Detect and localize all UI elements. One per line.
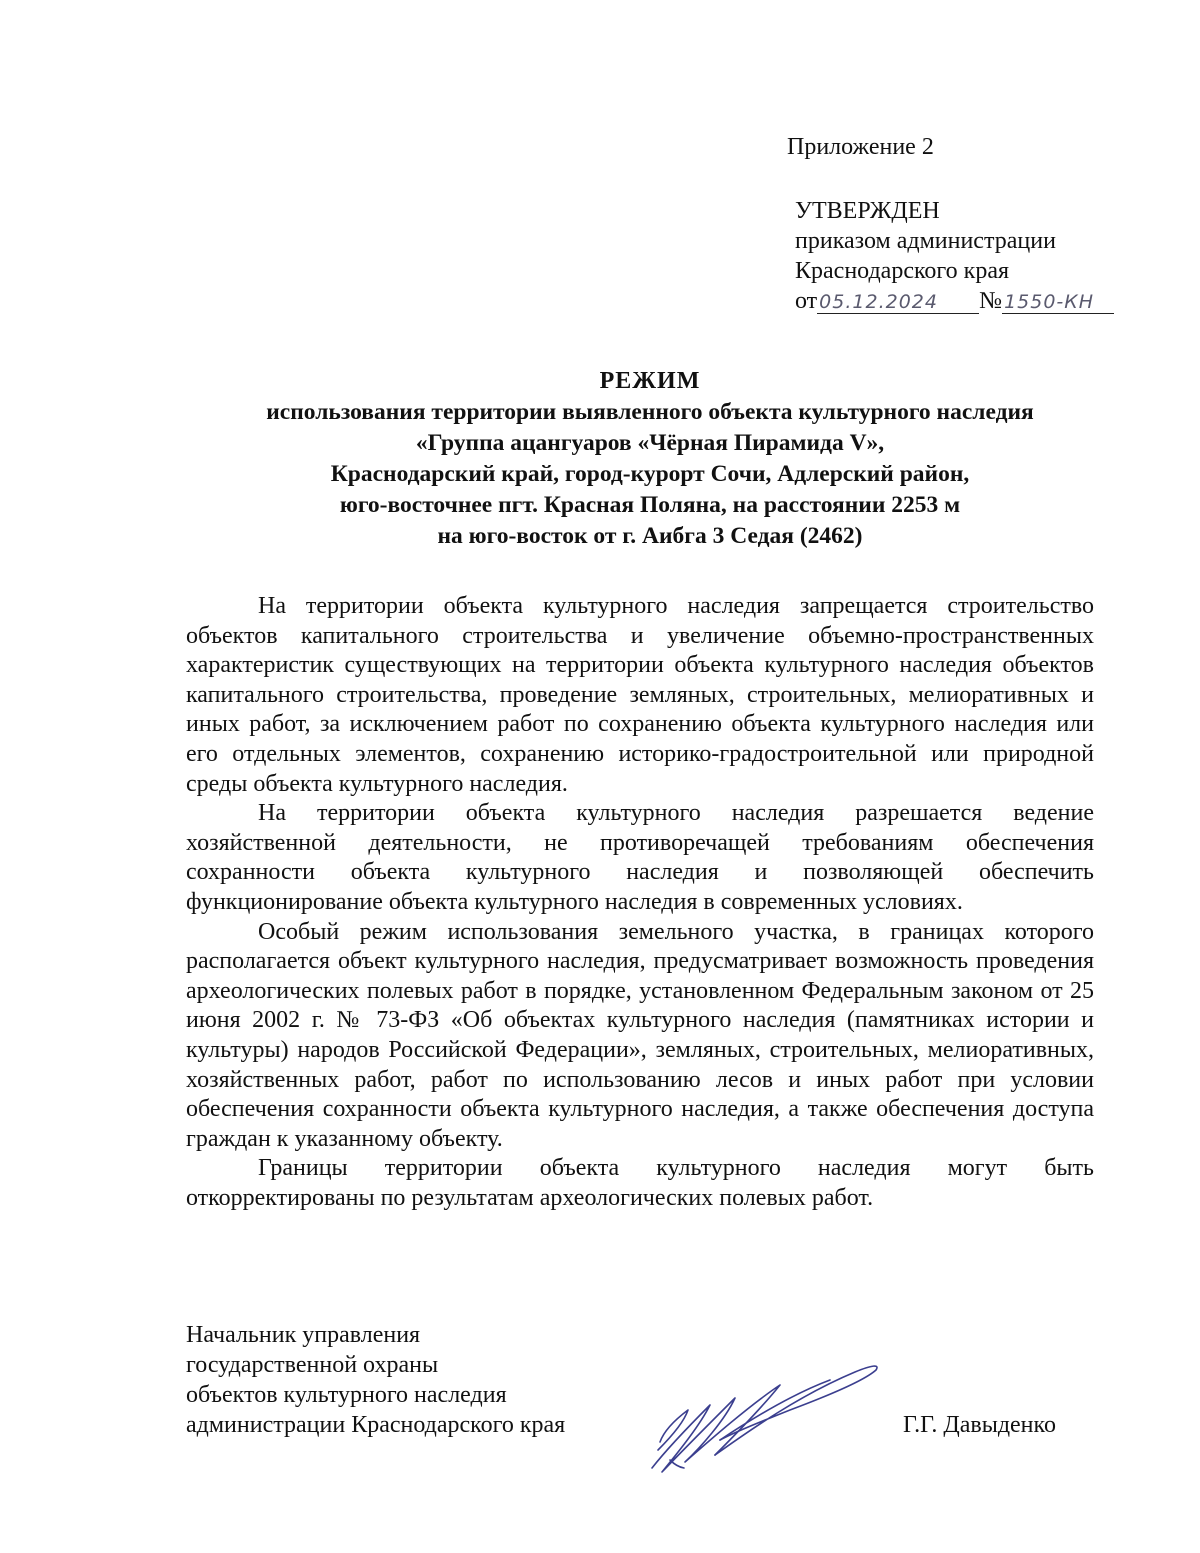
document-title	[150, 366, 1150, 552]
approval-block	[795, 196, 1114, 316]
body-paragraph: Границы территории объекта культурного наследия могут быть откорректированы по результатам археологических полевых работ.	[186, 1155, 1094, 1211]
body-paragraph: На территории объекта культурного наследия запрещается строительство объектов капитального строительства и увеличение объемно-пространственных характеристик существующих на территории объекта культурного наследия объектов капитального строительства, проведение земляных, строительных, мелиоративных и иных работ, за исключением работ по сохранению объекта культурного наследия или его отдельных элементов, сохранению историко-градостроительной или природной среды объекта культурного наследия.	[186, 593, 1094, 797]
signer-position-line: Начальник управления	[186, 1322, 421, 1348]
approved-by-line-2: Краснодарского края	[795, 258, 1010, 284]
title-line: на юго-восток от г. Аибга 3 Седая (2462)	[437, 523, 863, 549]
signer-position	[186, 1320, 565, 1440]
approved-label: УТВЕРЖДЕН	[795, 198, 940, 224]
body-paragraph: Особый режим использования земельного участка, в границах которого располагается объект культурного наследия, предусматривает возможность проведения археологических полевых работ в порядке, установленном Федеральным законом от 25 июня 2002 г. № 73-ФЗ «Об объектах культурного наследия (памятниках истории и культуры) народов Российской Федерации», земляных, строительных, мелиоративных, хозяйственных работ, работ по использованию лесов и иных работ при условии обеспечения сохранности объекта культурного наследия, а также обеспечения доступа граждан к указанному объекту.	[186, 918, 1094, 1152]
signer-name: Г.Г. Давыденко	[903, 1412, 1056, 1438]
signer-position-line: администрации Краснодарского края	[186, 1412, 566, 1438]
title-main: РЕЖИМ	[599, 368, 701, 394]
title-line: юго-восточнее пгт. Красная Поляна, на расстоянии 2253 м	[339, 492, 961, 518]
handwritten-signature	[640, 1350, 890, 1480]
body-paragraph: На территории объекта культурного наследия разрешается ведение хозяйственной деятельности, не противоречащей требованиям обеспечения сохранности объекта культурного наследия и позволяющей обеспечить функционирование объекта культурного наследия в современных условиях.	[186, 800, 1094, 915]
number-prefix: №	[979, 288, 1003, 314]
title-line: «Группа ацангуаров «Чёрная Пирамида V»,	[415, 430, 885, 456]
order-date-number-line	[795, 286, 1114, 316]
date-prefix: от	[795, 288, 818, 314]
signer-position-line: государственной охраны	[186, 1352, 439, 1378]
handwritten-number: 1550-КН	[1002, 291, 1114, 314]
signer-position-line: объектов культурного наследия	[186, 1382, 507, 1408]
handwritten-date: 05.12.2024	[817, 291, 979, 314]
document-body	[186, 592, 1094, 1213]
appendix-label: Приложение 2	[787, 134, 934, 160]
title-line: использования территории выявленного объекта культурного наследия	[266, 399, 1034, 425]
title-line: Краснодарский край, город-курорт Сочи, Адлерский район,	[330, 461, 970, 487]
approved-by-line-1: приказом администрации	[795, 228, 1056, 254]
